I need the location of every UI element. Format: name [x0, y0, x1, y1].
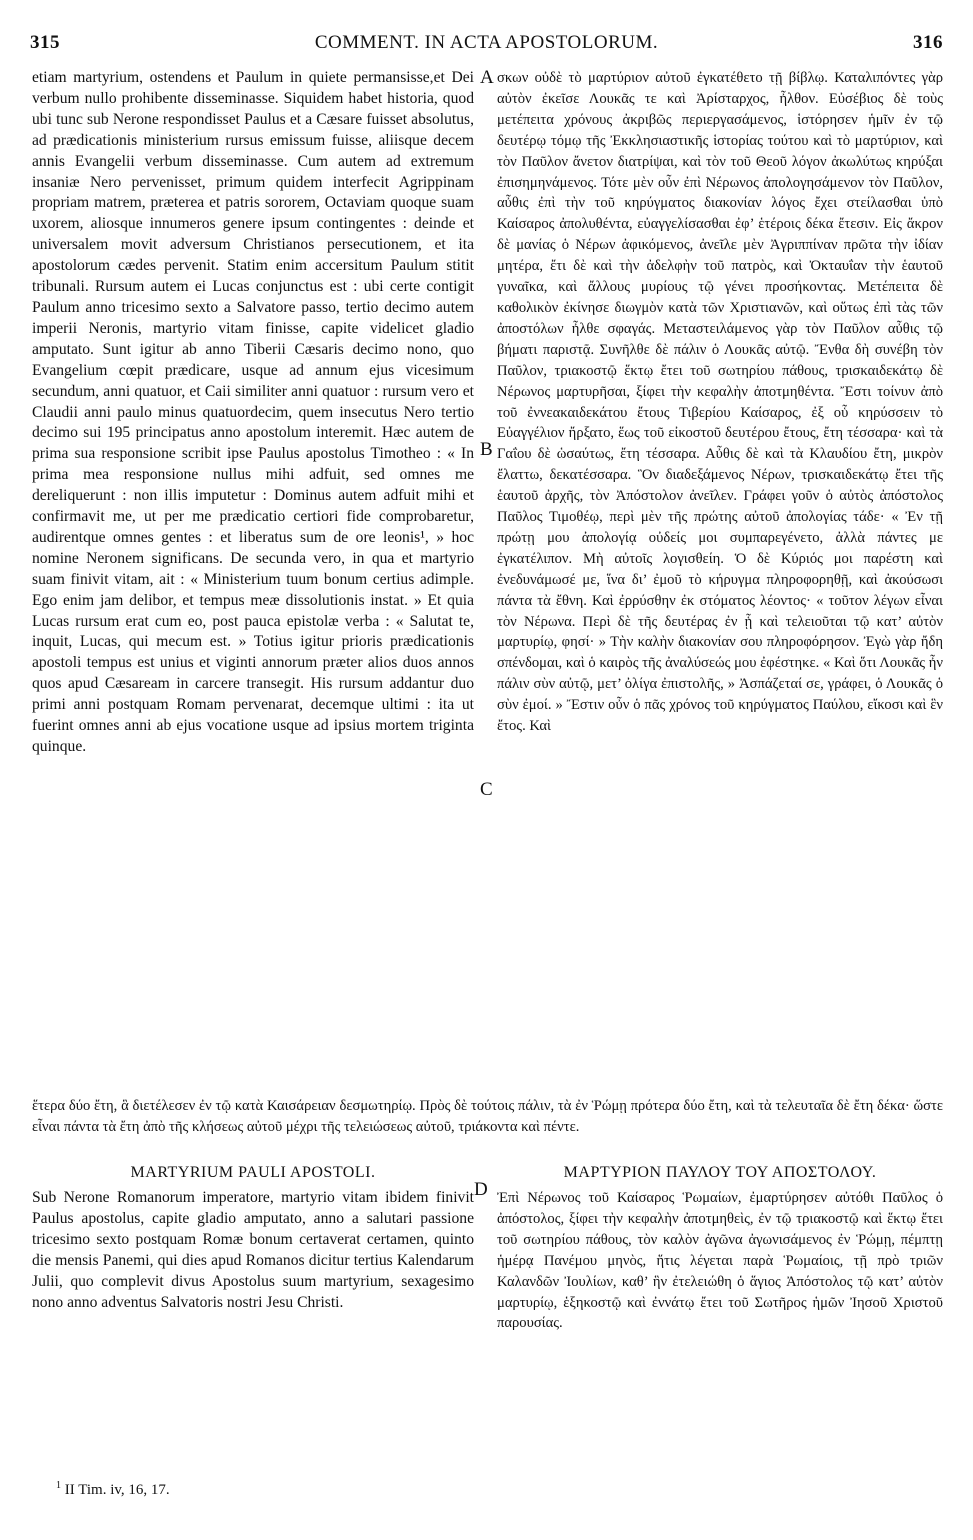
- footnote-text: II Tim. iv, 16, 17.: [64, 1482, 170, 1498]
- greek-martyrium-text: Ἐπὶ Νέρωνος τοῦ Καίσαρος Ῥωμαίων, ἐμαρτύρησεν αὐτόθι Παῦλος ὁ ἀπόστολος, ξίφει τὴν κεφαλὴν ἀποτμηθεὶς, ἐν τῷ τριακοστῷ καὶ ἕκτῳ ἔτει τοῦ σωτηρίου πάθους, τὸν καλὸν ἀγῶνα ἀγωνισάμενος ἐν Ῥώμῃ, πέμπτῃ ἡμέρᾳ Πανέμου μηνὸς, ἥτις λέγεται παρὰ Ῥωμαίοις, τῇ πρὸ τριῶν Καλανδῶν Ἰουλίων, καθ’ ἣν ἐτελειώθη ὁ ἅγιος Ἀπόστολος τῷ κατ’ αὐτὸν μαρτυρίῳ, ἑξηκοστῷ καὶ ἐννάτῳ ἔτει τοῦ Σωτῆρος ἡμῶν Ἰησοῦ Χριστοῦ παρουσίας.: [497, 1190, 943, 1332]
- section-marker-c: C: [480, 779, 493, 800]
- page-number-right: 316: [913, 32, 943, 53]
- running-header: [30, 32, 943, 58]
- section-marker-a: A: [480, 67, 494, 88]
- page-number-left: 315: [30, 32, 60, 53]
- greek-continuation: ἕτερα δύο ἔτη, ἃ διετέλεσεν ἐν τῷ κατὰ Καισάρειαν δεσμωτηρίῳ. Πρὸς δὲ τούτοις πάλιν, τὰ ἐν Ῥώμῃ πρότερα δύο ἔτη, καὶ τὰ τελευταῖα δὲ ἔτη δέκα· ὥστε εἶναι πάντα τὰ ἔτη ἀπὸ τῆς κλήσεως αὐτοῦ μέχρι τῆς τελειώσεως αὐτοῦ, τριάκοντα καὶ πέντε.: [32, 1098, 943, 1135]
- greek-main-column: σκων οὐδὲ τὸ μαρτύριον αὐτοῦ ἐγκατέθετο τῇ βίβλῳ. Καταλιπόντες γὰρ αὐτὸν ἐκεῖσε Λουκᾶς τε καὶ Ἀρίσταρχος, ἦλθον. Εὐσέβιος δὲ τοὺς μετέπειτα χρόνους ἀκριβῶς περιεργασάμενος, ἱστόρησεν ἡμῖν ἐν τῷ δευτέρῳ τόμῳ τῆς Ἐκκλησιαστικῆς ἱστορίας τούτου καὶ τὸ μαρτύριον, καὶ τὸν Παῦλον ἄνετον διατρίψαι, καὶ τὸν τοῦ Θεοῦ λόγον ἀκωλύτως κηρύξαι ἐπισημηνάμενος. Τότε μὲν οὖν ἐπὶ Νέρωνος ἀπολογησάμενον τὸν Παῦλον, αὖθις ἐπὶ τὴν τοῦ κηρύγματος διακονίαν λόγος ἔχει στείλασθαι ὑπὸ Καίσαρος ἀπολυθέντα, εὐαγγελίσασθαι ἐφ’ ἑτέροις δέκα ἔτεσιν. Εἰς ἄκρον δὲ μανίας ὁ Νέρων ἀφικόμενος, ἀνεῖλε μὲν Ἀγριππίναν πρῶτα τὴν ἰδίαν μητέρα, ἔτι δὲ καὶ τὴν ἀδελφὴν τοῦ πατρὸς, καὶ Ὀκταυΐαν τὴν ἑαυτοῦ γυναῖκα, καὶ ἄλλους μυρίους τῷ γένει προσήκοντας. Μετέπειτα δὲ καθολικὸν ἐκίνησε διωγμὸν κατὰ τῶν Χριστιανῶν, καὶ οὕτως ἐπὶ τὰς τῶν ἀποστόλων ἦλθε σφαγάς. Μεταστειλάμενος γὰρ τὸν Παῦλον αὖθις τῷ βήματι παριστᾷ. Συνῆλθε δὲ πάλιν ὁ Λουκᾶς αὐτῷ. Ἔνθα δὴ συνέβη τὸν Παῦλον, τριακοστῷ ἕκτῳ ἔτει τοῦ σωτηρίου πάθους, τρισκαιδεκάτῳ δὲ Νέρωνος μαρτυρῆσαι, ξίφει τὴν κεφαλὴν ἀποτμηθέντα. Ἔστι τοίνυν ἀπὸ τοῦ ἐννεακαιδεκάτου ἔτους Τιβερίου Καίσαρος, ἐξ οὗ κηρύσσειν τὸ Εὐαγγέλιον ἤρξατο, ἕως τοῦ εἰκοστοῦ δευτέρου ἔτους, ἔτη τέσσαρα· καὶ τὰ Γαΐου δὲ ὡσαύτως, ἔτη τέσσαρα. Αὖθις δὲ καὶ τὰ Κλαυδίου ἔτη, μικρὸν ἔλαττω, δεκατέσσαρα. Ὃν διαδεξάμενος Νέρων, τρισκαιδεκάτῳ ἔτει τῆς ἑαυτοῦ ἀρχῆς, τὸν Ἀπόστολον ἀνεῖλεν. Γράφει γοῦν ὁ αὐτὸς ἀπόστολος Παῦλος Τιμοθέῳ, περὶ μὲν τῆς πρώτης αὐτοῦ ἀπολογίας τάδε· « Ἐν τῇ πρώτῃ μου ἀπολογίᾳ οὐδείς μοι συμπαρεγένετο, ἀλλὰ πάντες με ἐγκατέλιπον. Μὴ αὐτοῖς λογισθείη. Ὁ δὲ Κύριός μοι παρέστη καὶ ἐνεδυνάμωσέ με, ἵνα δι’ ἐμοῦ τὸ κήρυγμα πληροφορηθῇ, καὶ ἀκούσωσι πάντα τὰ ἔθνη. Καὶ ἐρρύσθην ἐκ στόματος λέοντος· « τοῦτον λέγων εἶναι τὸν Νέρωνα. Περὶ δὲ τῆς δευτέρας ἐν ᾗ καὶ τελειοῦται τῷ κατ’ αὐτὸν μαρτυρίῳ, φησί· » Τὴν καλὴν διακονίαν σου πληροφόρησον. Ἐγὼ γὰρ ἤδη σπένδομαι, καὶ ὁ καιρὸς τῆς ἀναλύσεώς μου ἐφέστηκε. « Καὶ ὅτι Λουκᾶς ἦν πάλιν σὺν αὐτῷ, μετ’ ὀλίγα ἐπιστολῆς, » Ἀσπάζεταί σε, γράφει, ὁ Λουκᾶς ὁ σὺν ἐμοί. » Ἔστιν οὖν ὁ πᾶς χρόνος τοῦ κηρύγματος Παύλου, εἴκοσι καὶ ἓν ἔτος. Καὶ: [497, 70, 943, 735]
- section-marker-d: D: [474, 1179, 488, 1200]
- footnote-mark: 1: [56, 1480, 61, 1491]
- latin-section-title: MARTYRIUM PAULI APOSTOLI.: [130, 1164, 376, 1181]
- footnote: [56, 1480, 170, 1499]
- latin-martyrium-text: Sub Nerone Romanorum imperatore, martyrio vitam ibidem finivit Paulus apostolus, capite gladio amputato, anno a salutari passione tricesimo sexto postquam Romæ bonum certaverat certamen, quinto die mensis Panemi, qui dies apud Romanos dicitur tertius Kalendarum Julii, quo complevit divus Apostolus suum martyrium, sexagesimo nono anno adventus Salvatoris nostri Jesu Christi.: [32, 1189, 474, 1311]
- greek-section-title: ΜΑΡΤΥΡΙΟΝ ΠΑΥΛΟΥ ΤΟΥ ΑΠΟΣΤΟΛΟΥ.: [563, 1164, 877, 1181]
- running-title: COMMENT. IN ACTA APOSTOLORUM.: [314, 32, 659, 53]
- section-marker-b: B: [480, 439, 493, 460]
- latin-main-column: etiam martyrium, ostendens et Paulum in quiete permansisse,et Dei verbum nullo prohibente disseminasse. Siquidem habet historia, quod ubi tunc sub Nerone respondisset Paulus et a Cæsare fuisset absolutus, ad prædicationis ministerium rursus emissum fuisse, aliisque decem annis Evangelii verbum disseminasse. Cum autem ad extremum insaniæ Nero pervenisset, primum quidem interfecit Agrippinam propriam matrem, præterea et patris sororem, Octaviam quoque suam uxorem, aliosque innumeros genere ipsum contingentes : deinde et universalem movit adversum Christianos persecutionem, et ita apostolorum cædes pervenit. Statim enim accersitum Paulum stitit tribunali. Rursum autem ei Lucas conjunctus est : ubi certe contigit Paulum anno tricesimo sexto a Salvatore passo, tertio decimo autem imperii Neronis, martyrio vitam finisse, capite videlicet gladio amputato. Sunt igitur ab anno Tiberii Cæsaris decimo nono, quo Evangelium cœpit prædicare, usque ad annum ejus vicesimum secundum, anni quatuor, et Caii similiter anni quatuor : rursum vero et Claudii anni paulo minus quatuordecim, quem insecutus Nero tertio decimo sui 195 principatus anno apostolum interemit. Hæc autem de prima sua responsione scribit ipse Paulus apostolus Timotheo : « In prima mea responsione nullus mihi adfuit, sed omnes me dereliquerunt : non illis imputetur : Dominus autem adfuit mihi et confirmavit me, ut per me prædicatio certiori fide comprobaretur, audirentque omnes gentes : et liberatus sum de ore leonis¹, » hoc nomine Neronem significans. De secunda vero, in qua et martyrio suam finivit vitam, ait : « Ministerium tuum bonum certius adimple. Ego enim jam delibor, et tempus meæ dissolutionis instat. » Et quia Lucas rursum erat cum eo, post pauca epistolæ verba : « Salutat te, inquit, Lucas, qui mecum est. » Totius igitur prioris prædicationis apostoli tempus est unius et viginti annorum præter alios duos annos quos apud Cæsaream in carcere transegit. His rursum addantur duo primi anni postquam Romam pervenarat, decemque ultimi : ita ut fuerint omnes anni ab ejus vocatione usque ad ipsius mortem triginta quinque.: [32, 69, 474, 755]
